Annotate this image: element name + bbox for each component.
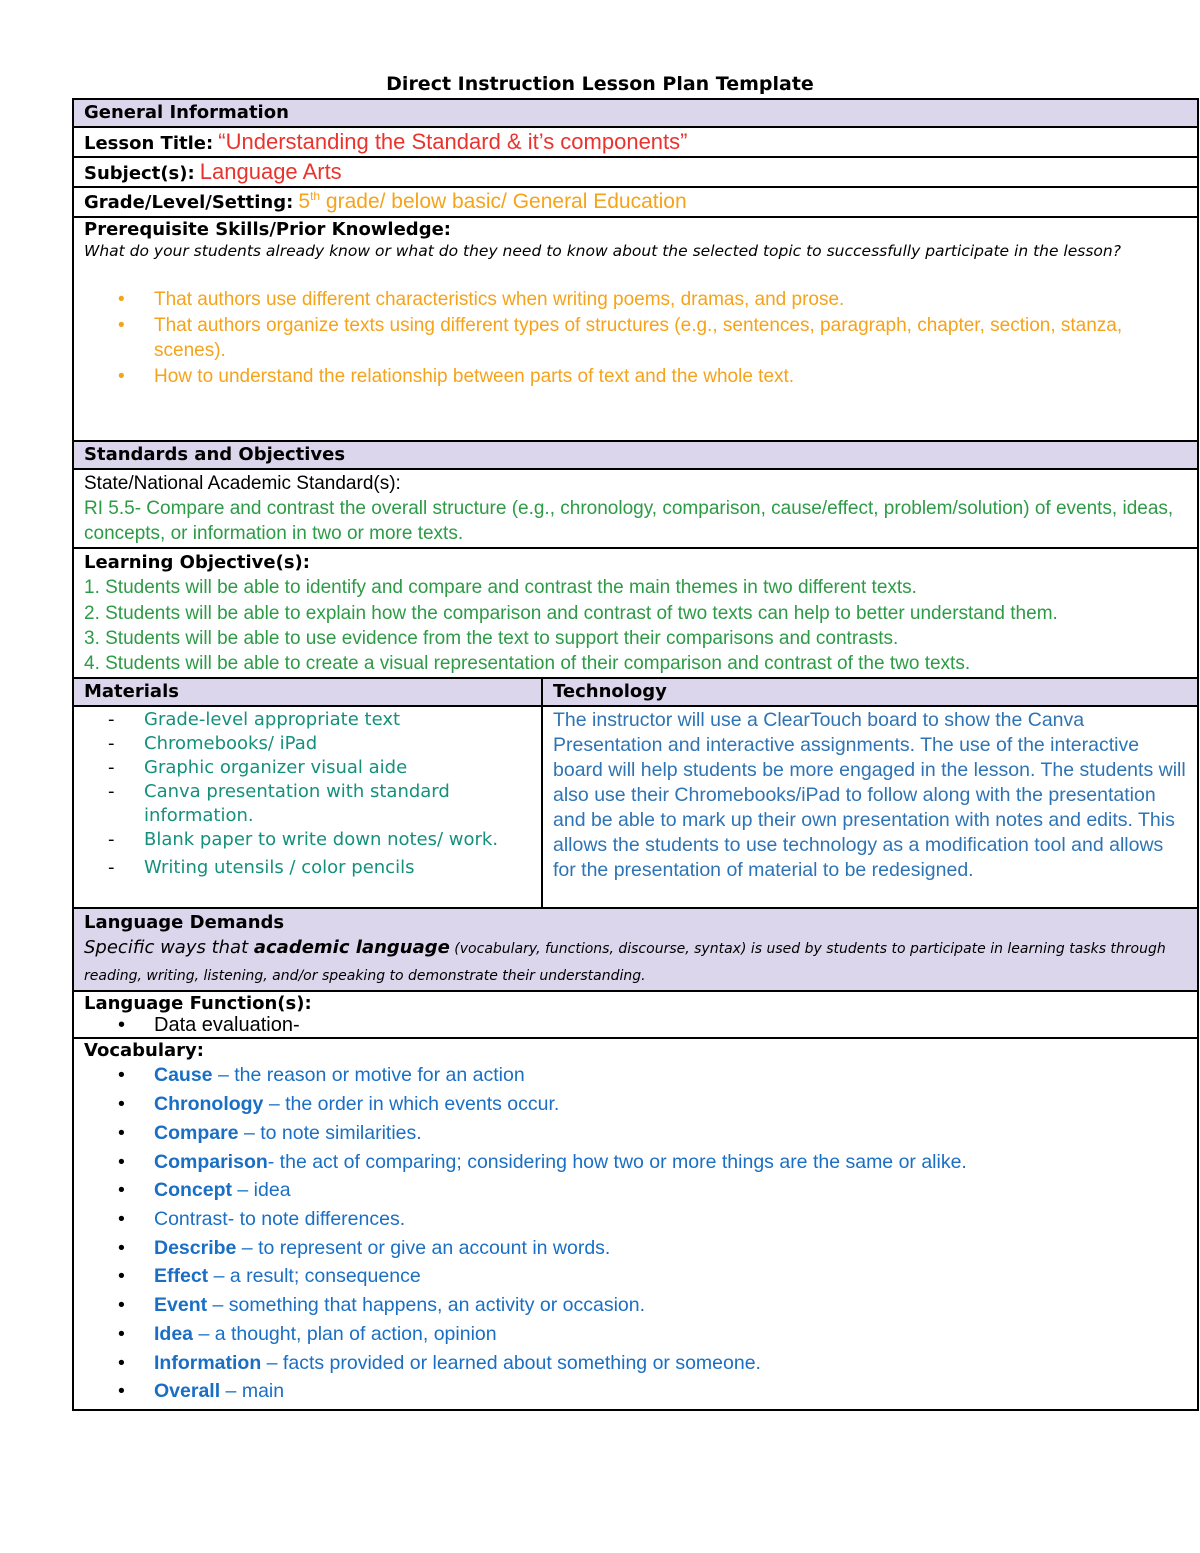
- dash-icon: -: [108, 857, 115, 879]
- subject-value: Language Arts: [199, 159, 342, 184]
- language-functions-cell: [73, 991, 1198, 1038]
- vocabulary-label: Vocabulary:: [84, 1040, 204, 1062]
- vocab-item: • Contrast- to note differences.: [84, 1205, 1187, 1234]
- list-item: - Grade-level appropriate text: [108, 709, 401, 731]
- dash-icon: -: [108, 829, 115, 851]
- document-title: Direct Instruction Lesson Plan Template: [386, 73, 814, 95]
- vocab-item: • Cause – the reason or motive for an action: [84, 1061, 1187, 1090]
- list-item: - Blank paper to write down notes/ work.: [108, 829, 499, 851]
- vocab-item: • Comparison- the act of comparing; considering how two or more things are the same or alike.: [84, 1148, 1187, 1177]
- prereq-label: Prerequisite Skills/Prior Knowledge:: [84, 219, 451, 240]
- vocab-item: • Event – something that happens, an activity or occasion.: [84, 1291, 1187, 1320]
- prereq-list: [84, 287, 1187, 389]
- list-item: - Graphic organizer visual aide: [108, 757, 408, 779]
- list-item: - Chromebooks/ iPad: [108, 733, 318, 755]
- subject-row: [73, 157, 1198, 187]
- grade-label: Grade/Level/Setting:: [84, 192, 294, 213]
- lesson-plan-table: [72, 98, 1199, 1411]
- bullet-icon: •: [118, 1236, 125, 1259]
- vocab-item: • Overall – main: [84, 1377, 1187, 1406]
- bullet-icon: •: [118, 1150, 125, 1173]
- bullet-icon: •: [118, 314, 125, 336]
- bullet-icon: •: [118, 1322, 125, 1345]
- vocabulary-cell: [73, 1038, 1198, 1409]
- vocab-item: • Describe – to represent or give an account in words.: [84, 1234, 1187, 1263]
- vocabulary-list: [84, 1061, 1187, 1405]
- bullet-icon: •: [118, 1121, 125, 1144]
- bullet-icon: •: [118, 289, 125, 310]
- dash-icon: -: [108, 757, 115, 779]
- state-standard-text: RI 5.5- Compare and contrast the overall structure (e.g., chronology, comparison, cause/effect, problem/solution) of events, ideas, concepts, or information in two or more texts.: [84, 498, 1174, 544]
- dash-icon: -: [108, 733, 115, 755]
- list-item: • Data evaluation-: [118, 1014, 300, 1037]
- bullet-icon: •: [118, 1179, 125, 1202]
- bullet-icon: •: [118, 365, 125, 387]
- lesson-title-row: [73, 127, 1198, 157]
- vocab-item: • Information – facts provided or learned about something or someone.: [84, 1349, 1187, 1378]
- vocab-item: • Concept – idea: [84, 1176, 1187, 1205]
- grade-suffix: th: [310, 189, 321, 203]
- bullet-icon: •: [118, 1294, 125, 1317]
- objective-item: 1. Students will be able to identify and compare and contrast the main themes in two different texts.: [84, 577, 917, 599]
- technology-header: Technology: [542, 678, 1198, 706]
- grade-value: [298, 190, 686, 213]
- materials-header: Materials: [73, 678, 542, 706]
- list-item: - Canva presentation with standard information.: [108, 781, 450, 827]
- technology-text: The instructor will use a ClearTouch board to show the Canva Presentation and interactive assignments. The use of the interactive board will help students be more engaged in the lesson. The students will also use their Chromebooks/iPad to follow along with the presentation and be able to mark up their own presentation with notes and edits. This allows the students to use technology as a modification tool and allows for the presentation of material to be redesigned.: [542, 706, 1198, 908]
- bullet-icon: •: [118, 1351, 125, 1374]
- state-standard-label: State/National Academic Standard(s):: [84, 473, 401, 494]
- subject-label: Subject(s):: [84, 163, 195, 184]
- vocab-item: • Compare – to note similarities.: [84, 1119, 1187, 1148]
- vocab-item: • Idea – a thought, plan of action, opinion: [84, 1320, 1187, 1349]
- bullet-icon: •: [118, 1014, 126, 1037]
- grade-description: grade/ below basic/ General Education: [325, 190, 687, 213]
- general-info-header: General Information: [73, 99, 1198, 127]
- list-item: • That authors use different characteristics when writing poems, dramas, and prose.: [84, 287, 1187, 313]
- lesson-title-label: Lesson Title:: [84, 133, 214, 154]
- materials-cell: [73, 706, 542, 908]
- objective-item: 3. Students will be able to use evidence from the text to support their comparisons and contrasts.: [84, 627, 899, 649]
- language-demands-desc: Specific ways that academic language (vocabulary, functions, discourse, syntax) is used by students to participate in learning tasks through reading, writing, listening, and/or speaking to demonstrate their understanding.: [84, 937, 1166, 985]
- objectives-label: Learning Objective(s):: [84, 552, 310, 573]
- bullet-icon: •: [118, 1265, 125, 1288]
- objective-item: 4. Students will be able to create a visual representation of their comparison and contrast of the two texts.: [84, 653, 971, 675]
- list-item: - Writing utensils / color pencils: [108, 857, 415, 879]
- objective-item: 2. Students will be able to explain how the comparison and contrast of two texts can help to better understand them.: [84, 602, 1058, 624]
- bullet-icon: •: [118, 1093, 125, 1116]
- bullet-icon: •: [118, 1064, 125, 1087]
- dash-icon: -: [108, 781, 115, 803]
- vocab-item: • Chronology – the order in which events occur.: [84, 1090, 1187, 1119]
- bullet-icon: •: [118, 1380, 125, 1403]
- prereq-cell: [73, 217, 1198, 441]
- dash-icon: -: [108, 709, 115, 731]
- grade-row: [73, 187, 1198, 217]
- list-item: • That authors organize texts using different types of structures (e.g., sentences, paragraph, chapter, section, stanza, scenes).: [118, 314, 1123, 361]
- materials-list: [74, 708, 531, 880]
- grade-number: 5: [298, 190, 311, 213]
- objectives-cell: [73, 548, 1198, 678]
- list-item: • How to understand the relationship between parts of text and the whole text.: [84, 364, 1187, 390]
- prereq-prompt: What do your students already know or what do they need to know about the selected topic to successfully participate in the lesson?: [84, 242, 1121, 260]
- language-demands-cell: [73, 908, 1198, 991]
- language-functions-label: Language Function(s):: [84, 993, 312, 1015]
- language-functions-list: [84, 1014, 1187, 1036]
- state-standard-cell: [73, 469, 1198, 548]
- language-demands-header: Language Demands: [84, 912, 285, 934]
- standards-header: Standards and Objectives: [73, 441, 1198, 469]
- vocab-item: • Effect – a result; consequence: [84, 1262, 1187, 1291]
- lesson-title-value: “Understanding the Standard & it’s components”: [218, 129, 688, 154]
- bullet-icon: •: [118, 1208, 125, 1230]
